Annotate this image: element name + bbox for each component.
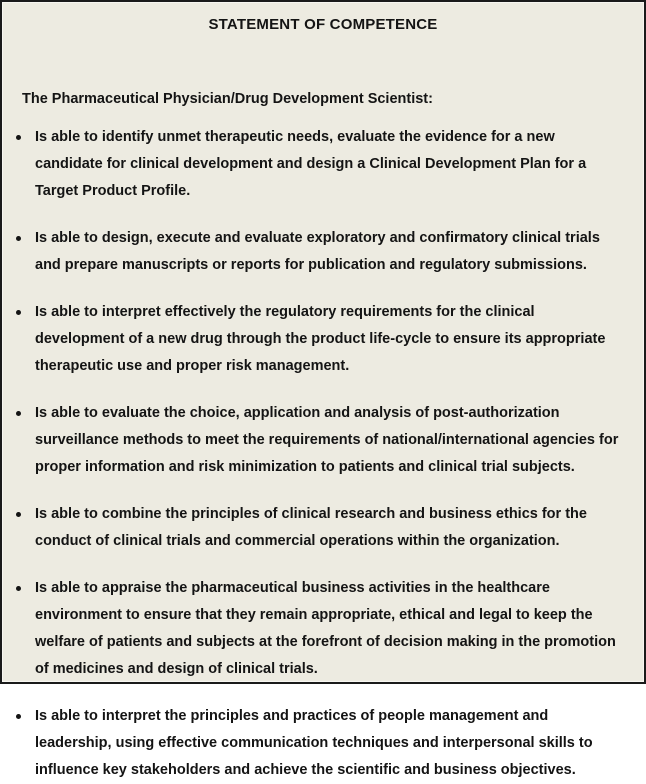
list-item (2, 124, 644, 205)
bullet-dot-icon (16, 310, 21, 315)
bullet-dot-icon (16, 714, 21, 719)
bullet-dot-icon (16, 512, 21, 517)
list-item (2, 501, 644, 555)
list-item (2, 225, 644, 279)
list-item (2, 299, 644, 380)
list-item-text: Is able to evaluate the choice, application and analysis of post-authorization surveillance methods to meet the requirements of national/international agencies for proper information and risk minimization to patients and clinical trial subjects. (35, 405, 619, 475)
bullet-dot-icon (16, 586, 21, 591)
list-item-text: Is able to combine the principles of clinical research and business ethics for the conduct of clinical trials and commercial operations within the organization. (35, 506, 587, 549)
bullet-dot-icon (16, 135, 21, 140)
list-item (2, 575, 644, 683)
list-item-text: Is able to interpret effectively the regulatory requirements for the clinical development of a new drug through the product life-cycle to ensure its appropriate therapeutic use and proper risk management. (35, 304, 606, 374)
bullet-dot-icon (16, 411, 21, 416)
list-item-text: Is able to identify unmet therapeutic needs, evaluate the evidence for a new candidate for clinical development and design a Clinical Development Plan for a Target Product Profile. (35, 129, 587, 199)
list-item-text: Is able to design, execute and evaluate exploratory and confirmatory clinical trials and prepare manuscripts or reports for publication and regulatory submissions. (35, 230, 600, 273)
list-item (2, 703, 644, 784)
list-item-text: Is able to appraise the pharmaceutical business activities in the healthcare environment to ensure that they remain appropriate, ethical and legal to keep the welfare of patients and subjects at the forefront of decision making in the promotion of medicines and design of clinical trials. (35, 580, 616, 677)
list-item (2, 400, 644, 481)
intro-text: The Pharmaceutical Physician/Drug Development Scientist: (22, 91, 433, 107)
list-item-text: Is able to interpret the principles and practices of people management and leadership, using effective communication techniques and interpersonal skills to influence key stakeholders and achieve the scientific and business objectives. (35, 708, 593, 778)
competence-bullet-list (2, 124, 644, 784)
page-title: STATEMENT OF COMPETENCE (208, 16, 438, 33)
bullet-dot-icon (16, 236, 21, 241)
